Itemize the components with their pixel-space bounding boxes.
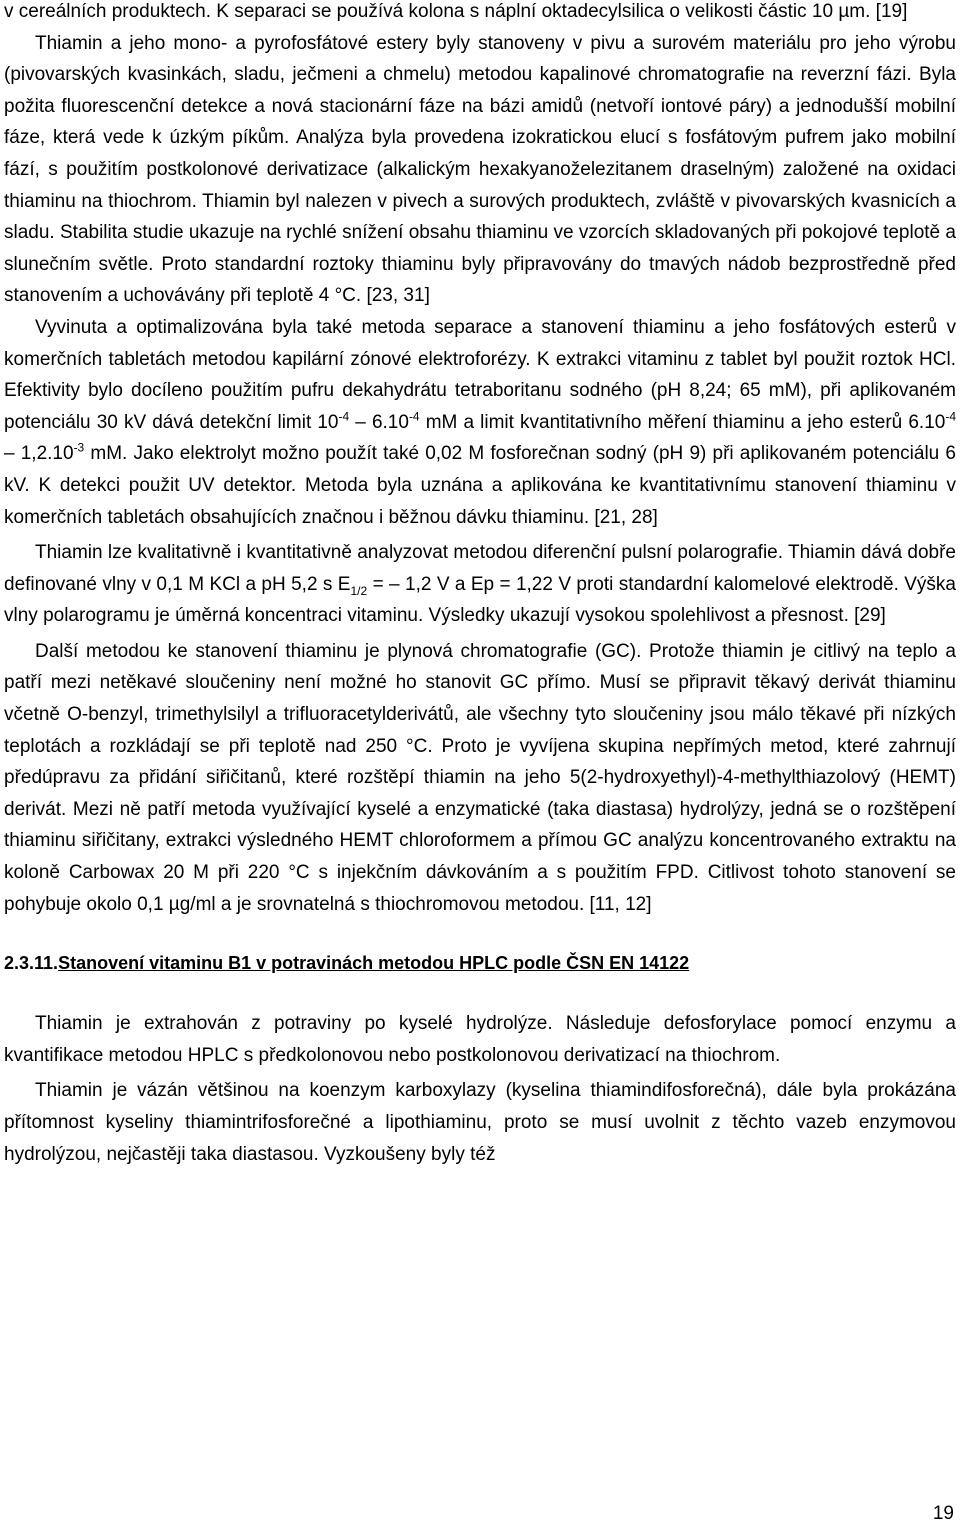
paragraph-gas-chromatography: Další metodou ke stanovení thiaminu je plynová chromatografie (GC). Protože thiamin je citlivý na teplo a patří mezi netěkavé sloučeniny není možné ho stanovit GC přímo. Musí se připravit těkavý derivát thiaminu včetně O-benzyl, trimethylsilyl a trifluoracetylderivátů, ale všechny tyto sloučeniny jsou málo těkavé při nízkých teplotách a rozkládají se při teplotě nad 250 °C. Proto je vyvíjena skupina nepřímých metod, které zahrnují předúpravu za přidání siřičitanů, které rozštěpí thiamin na jeho 5(2-hydroxyethyl)-4-methylthiazolový (HEMT) derivát. Mezi ně patří metoda využívající kyselé a enzymatické (taka diastasa) hydrolýzy, jedná se o rozštěpení thiaminu siřičitany, extrakci výsledného HEMT chloroformem a přímou GC analýzu koncentrovaného extraktu na koloně Carbowax 20 M při 220 °C s injekčním dávkováním a s použitím FPD. Citlivost tohoto stanovení se pohybuje okolo 0,1 µg/ml a je srovnatelná s thiochromovou metodou. [11, 12] xyxy=(4,640,956,915)
paragraph-continued: v cereálních produktech. K separaci se používá kolona s náplní oktadecylsilica o velikosti částic 10 µm. [19] xyxy=(4,1,908,22)
paragraph-coenzyme: Thiamin je vázán většinou na koenzym karboxylazy (kyselina thiamindifosforečná), dále byla prokázána přítomnost kyseliny thiamintrifosforečné a lipothiaminu, proto se musí uvolnit z těchto vazeb enzymovou hydrolýzou, nejčastěji taka diastasou. Vyzkoušeny byly též xyxy=(4,1080,956,1165)
page-content xyxy=(4,0,956,1170)
exponent: -4 xyxy=(338,409,350,424)
exponent: -4 xyxy=(408,409,420,424)
paragraph-thiamin-beer: Thiamin a jeho mono- a pyrofosfátové estery byly stanoveny v pivu a surovém materiálu pro jeho výrobu (pivovarských kvasinkách, sladu, ječmeni a chmelu) metodou kapalinové chromatografie na reverzní fázi. Byla požita fluorescenční detekce a nová stacionární fáze na bázi amidů (netvoří iontové páry) a jednodušší mobilní fáze, která vede k úzkým píkům. Analýza byla provedena izokratickou elucí s fosfátovým pufrem jako mobilní fází, s použitím postkolonové derivatizace (alkalickým hexakyanoželezitanem draselným) založené na oxidaci thiaminu na thiochrom. Thiamin byl nalezen v pivech a surových produktech, zvláště v pivovarských kvasnicích a sladu. Stabilita studie ukazuje na rychlé snížení obsahu thiaminu ve vzorcích skladovaných při pokojové teplotě a slunečním světle. Proto standardní roztoky thiaminu byly připravovány do tmavých nádob bezprostředně před stanovením a uchovávány při teplotě 4 °C. [23, 31] xyxy=(4,32,956,307)
section-heading xyxy=(4,950,956,976)
paragraph-polarography: Thiamin lze kvalitativně i kvantitativně analyzovat metodou diferenční pulsní polarografie. Thiamin dává dobře definované vlny v 0,1 M KCl a pH 5,2 s $E_{1/2}$ = – 1,2 V a Ep = 1,22 V proti standardní kalomelové elektrodě. Výška vlny polarogramu je úměrná koncentraci vitaminu. Výsledky ukazují vysokou spolehlivost a přesnost. [29] xyxy=(4,542,956,627)
page-number: 19 xyxy=(932,1503,954,1524)
paragraph-electrophoresis: Vyvinuta a optimalizována byla také metoda separace a stanovení thiaminu a jeho fosfátových esterů v komerčních tabletách metodou kapilární zónové elektroforézy. K extrakci vitaminu z tablet byl použit roztok HCl. Efektivity bylo docíleno použitím pufru dekahydrátu tetraboritanu sodného (pH 8,24; 65 mM), při aplikovaném potenciálu 30 kV dává detekční limit $10^{-4} - 6.10^{-4}$ mM a limit kvantitativního měření thiaminu a jeho esterů $6.10^{-4} - 1,2.10^{-3}$ mM. Jako elektrolyt možno použít také 0,02 M fosforečnan sodný (pH 9) při aplikovaném potenciálu 6 kV. K detekci použit UV detektor. Metoda byla uznána a aplikována ke kvantitativnímu stanovení thiaminu v komerčních tabletách obsahujících značnou i běžnou dávku thiaminu. [21, 28] xyxy=(4,316,957,528)
subscript: 1/2 xyxy=(350,583,368,598)
exponent: -4 xyxy=(945,409,957,424)
paragraph-extraction: Thiamin je extrahován z potraviny po kyselé hydrolýze. Následuje defosforylace pomocí enzymu a kvantifikace metodou HPLC s předkolonovou nebo postkolonovou derivatizací na thiochrom. xyxy=(4,1013,956,1066)
section-number: 2.3.11. xyxy=(4,953,59,974)
section-title: Stanovení vitaminu B1 v potravinách metodou HPLC podle ČSN EN 14122 xyxy=(58,953,690,974)
exponent: -3 xyxy=(73,440,85,455)
